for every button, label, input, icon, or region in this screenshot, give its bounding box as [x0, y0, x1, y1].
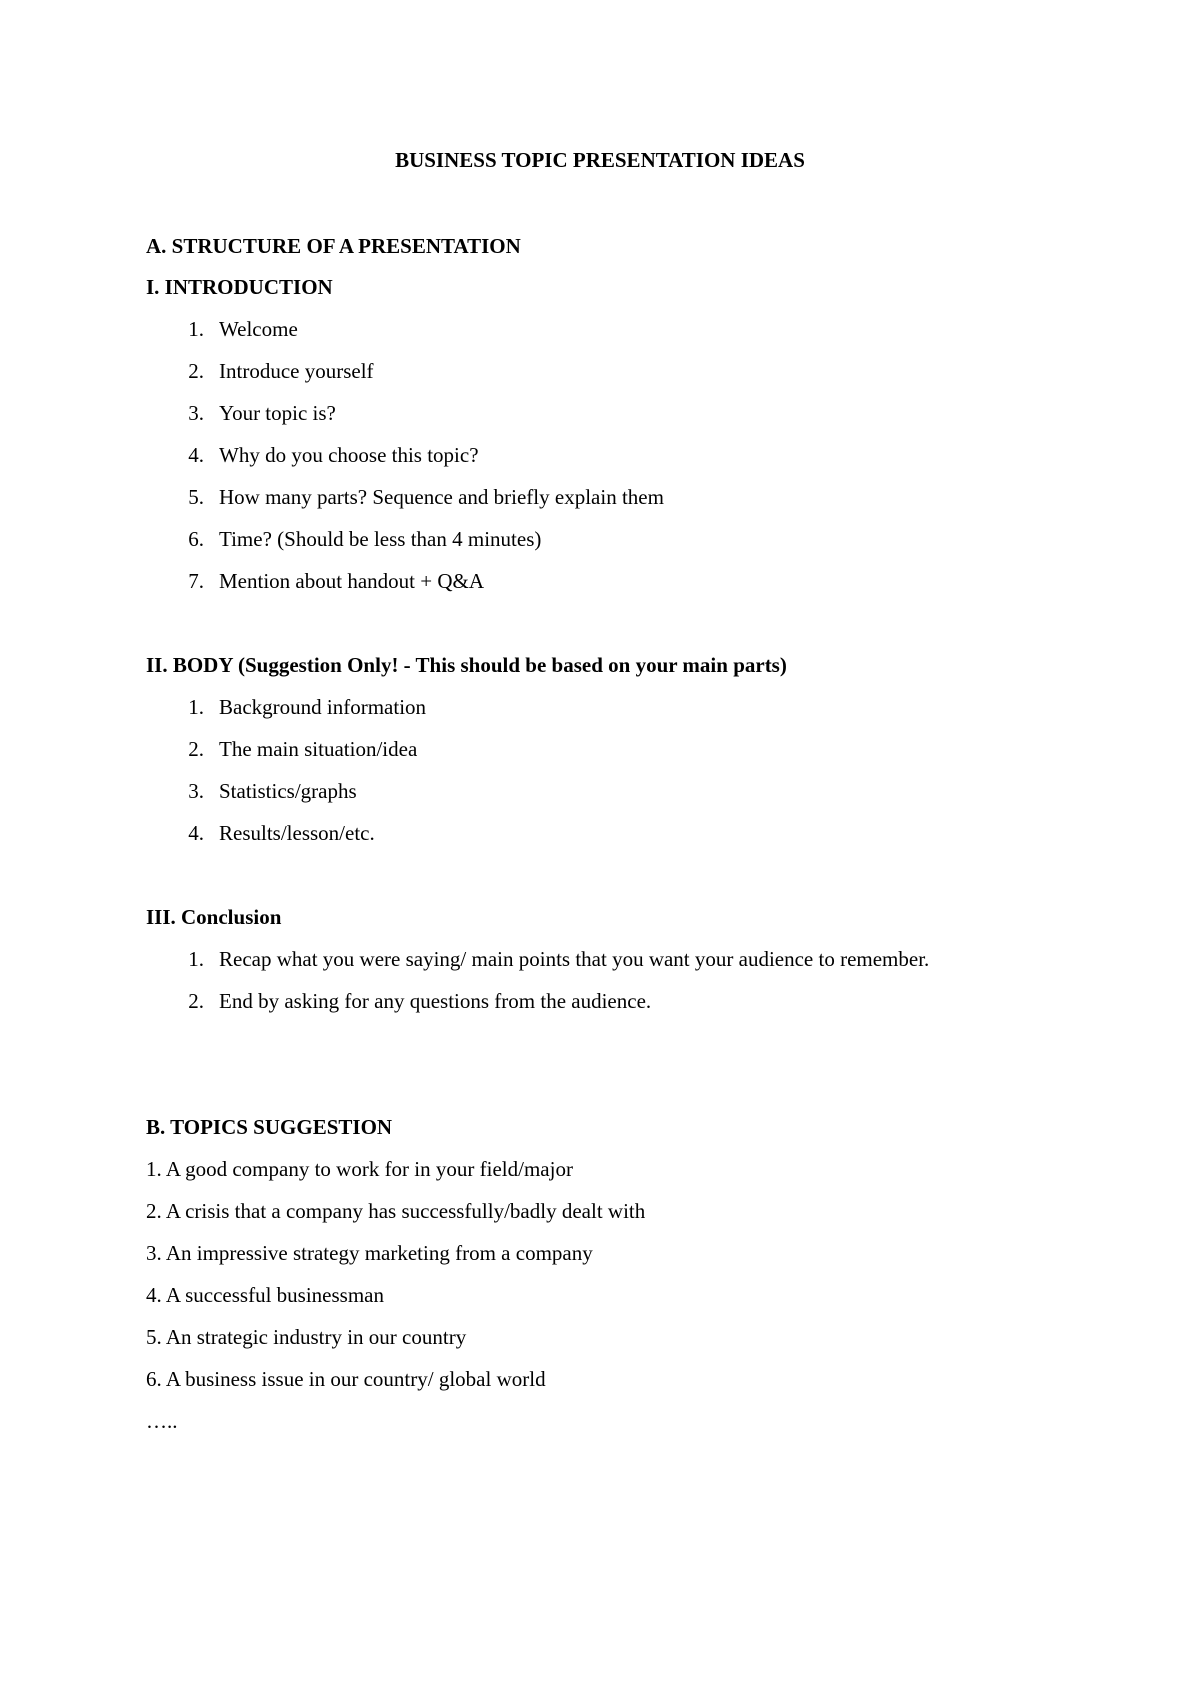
section-b-heading: B. TOPICS SUGGESTION — [146, 1115, 393, 1139]
topic-item: 1. A good company to work for in your field/major — [146, 1157, 573, 1181]
list-item-number: 5. — [188, 485, 204, 509]
list-item: Recap what you were saying/ main points that you want your audience to remember. — [219, 947, 930, 971]
list-item: Results/lesson/etc. — [219, 821, 375, 845]
topic-item: 5. An strategic industry in our country — [146, 1325, 467, 1349]
list-item-number: 1. — [188, 947, 204, 971]
topic-item: 3. An impressive strategy marketing from a company — [146, 1241, 593, 1265]
list-item-number: 7. — [188, 569, 204, 593]
body-heading: II. BODY (Suggestion Only! - This should be based on your main parts) — [146, 653, 787, 677]
list-item: Statistics/graphs — [219, 779, 357, 803]
list-item: How many parts? Sequence and briefly explain them — [219, 485, 664, 509]
list-item: Mention about handout + Q&A — [219, 569, 484, 593]
list-item-number: 3. — [188, 401, 204, 425]
list-item-number: 4. — [188, 443, 204, 467]
list-item: Your topic is? — [219, 401, 336, 425]
section-a-heading: A. STRUCTURE OF A PRESENTATION — [146, 234, 521, 258]
list-item: The main situation/idea — [219, 737, 418, 761]
list-item-number: 6. — [188, 527, 204, 551]
topic-item: 6. A business issue in our country/ global world — [146, 1367, 546, 1391]
conclusion-heading: III. Conclusion — [146, 905, 282, 929]
list-item-number: 4. — [188, 821, 204, 845]
list-item-number: 1. — [188, 695, 204, 719]
list-item: Time? (Should be less than 4 minutes) — [219, 527, 542, 551]
list-item: End by asking for any questions from the audience. — [219, 989, 652, 1013]
list-item-number: 3. — [188, 779, 204, 803]
list-item: Introduce yourself — [219, 359, 374, 383]
list-item-number: 2. — [188, 737, 204, 761]
list-item-number: 2. — [188, 359, 204, 383]
list-item: Why do you choose this topic? — [219, 443, 479, 467]
topic-item: 4. A successful businessman — [146, 1283, 384, 1307]
list-item-number: 2. — [188, 989, 204, 1013]
list-item: Welcome — [219, 317, 298, 341]
list-item: Background information — [219, 695, 427, 719]
document-title: BUSINESS TOPIC PRESENTATION IDEAS — [395, 148, 805, 172]
introduction-heading: I. INTRODUCTION — [146, 275, 333, 299]
ellipsis: ….. — [146, 1409, 178, 1433]
list-item-number: 1. — [188, 317, 204, 341]
topic-item: 2. A crisis that a company has successfully/badly dealt with — [146, 1199, 646, 1223]
